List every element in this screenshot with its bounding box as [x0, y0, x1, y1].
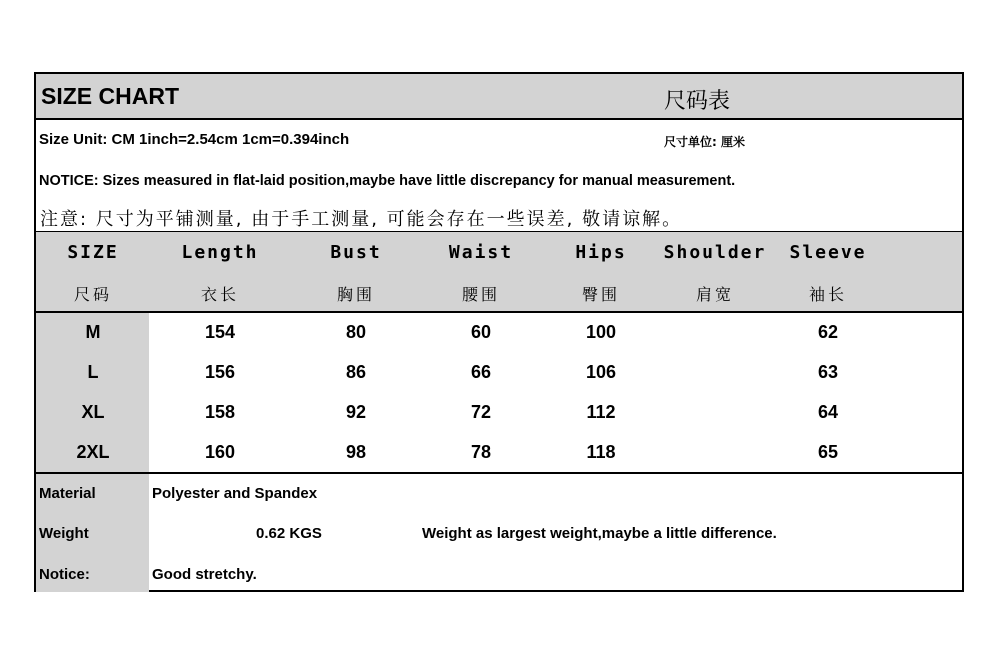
cell-length: 154: [204, 322, 236, 342]
column-header-length-cn: 衣长: [200, 285, 239, 304]
cell-length: 156: [204, 362, 236, 382]
cell-length: 160: [204, 442, 236, 462]
divider: [36, 311, 962, 313]
column-header-bust-cn: 胸围: [336, 285, 375, 304]
column-header-size-cn: 尺码: [73, 285, 112, 304]
weight-value: 0.62 KGS: [256, 525, 322, 542]
cell-waist: 78: [470, 442, 492, 462]
material-label: Material: [39, 485, 96, 502]
column-header-size: SIZE: [67, 242, 119, 263]
column-header-sleeve: Sleeve: [789, 242, 867, 263]
cell-hips: 118: [586, 442, 616, 462]
chart-title-cn: 尺码表: [664, 89, 731, 114]
column-header-bust: Bust: [330, 242, 382, 263]
chart-title: SIZE CHART: [41, 83, 179, 109]
weight-label: Weight: [39, 525, 89, 542]
cell-bust: 86: [345, 362, 367, 382]
cell-size: XL: [81, 402, 105, 422]
size-chart: [34, 72, 964, 592]
cell-waist: 66: [470, 362, 492, 382]
notice-label: Notice:: [39, 566, 90, 583]
size-unit-cn: 尺寸单位: 厘米: [664, 135, 745, 149]
cell-waist: 60: [470, 322, 492, 342]
cell-hips: 112: [586, 402, 616, 422]
cell-size: L: [87, 362, 99, 382]
cell-bust: 80: [345, 322, 367, 342]
cell-hips: 100: [585, 322, 617, 342]
cell-sleeve: 64: [817, 402, 839, 422]
cell-size: 2XL: [76, 442, 110, 462]
size-unit-text: Size Unit: CM 1inch=2.54cm 1cm=0.394inch: [39, 131, 350, 148]
cell-bust: 98: [345, 442, 367, 462]
column-header-sleeve-cn: 袖长: [808, 285, 847, 304]
column-header-waist: Waist: [448, 242, 514, 263]
column-header-hips: Hips: [575, 242, 627, 263]
column-header-hips-cn: 臀围: [581, 285, 620, 304]
cell-sleeve: 65: [817, 442, 839, 462]
notice-en: NOTICE: Sizes measured in flat-laid position,maybe have little discrepancy for manual measurement.: [39, 173, 736, 189]
notice-value: Good stretchy.: [152, 566, 257, 583]
cell-size: M: [85, 322, 101, 342]
cell-sleeve: 63: [817, 362, 839, 382]
column-header-shoulder: Shoulder: [663, 242, 767, 263]
notice-cn: 注意: 尺寸为平铺测量, 由于手工测量, 可能会存在一些误差, 敬请谅解。: [40, 209, 683, 230]
divider: [36, 472, 962, 474]
column-header-length: Length: [181, 242, 259, 263]
column-header-waist-cn: 腰围: [461, 285, 500, 304]
cell-hips: 106: [585, 362, 617, 382]
divider: [36, 118, 962, 120]
cell-waist: 72: [470, 402, 492, 422]
material-value: Polyester and Spandex: [152, 485, 318, 502]
cell-bust: 92: [345, 402, 367, 422]
weight-note: Weight as largest weight,maybe a little difference.: [422, 525, 777, 542]
cell-length: 158: [204, 402, 236, 422]
cell-sleeve: 62: [817, 322, 839, 342]
column-header-shoulder-cn: 肩宽: [695, 285, 734, 304]
